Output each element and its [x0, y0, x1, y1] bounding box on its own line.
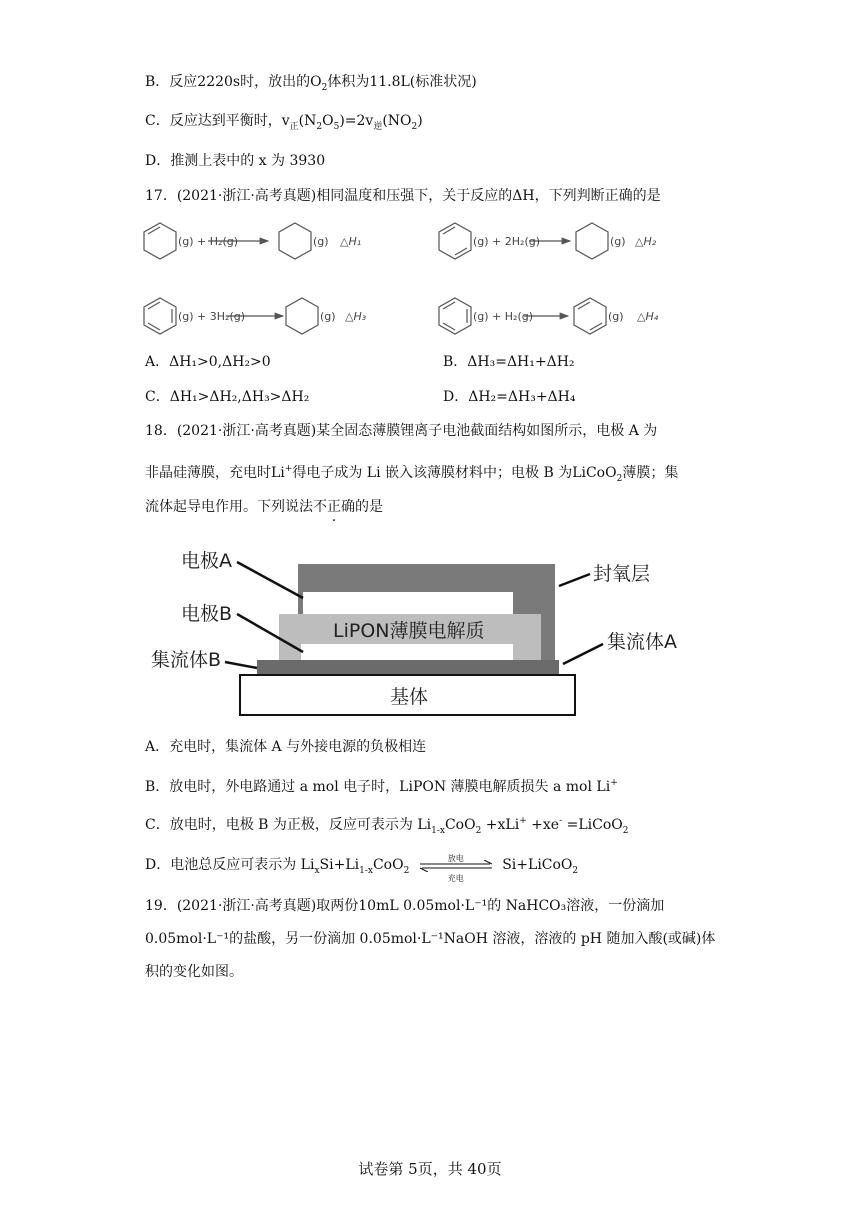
r2-dh: △H₂	[635, 235, 657, 248]
q17-reaction-diagram	[140, 215, 700, 340]
benzene-icon-2	[439, 298, 471, 334]
arrow-above-label: 放电	[447, 854, 464, 863]
r2-lhs: (g) + 2H₂(g)	[473, 235, 541, 248]
collector-a-label: 集流体A	[607, 631, 677, 653]
collector-b-label: 集流体B	[151, 649, 222, 671]
q19-stem-line2: 0.05mol·L⁻¹的盐酸，另一份滴加 0.05mol·L⁻¹NaOH 溶液，溶液的 pH 随加入酸(或碱)体	[145, 931, 716, 947]
cyclohexene-icon	[144, 223, 176, 259]
r3-dh: △H₃	[345, 310, 367, 323]
r1-rhs: (g)	[313, 235, 329, 248]
r3-lhs: (g) + 3H₂(g)	[178, 310, 246, 323]
electrode-b-label: 电极B	[181, 603, 233, 625]
q17-stem: 17．(2021·浙江·高考真题)相同温度和压强下，关于反应的ΔH，下列判断正确的是	[145, 188, 661, 204]
benzene-icon	[144, 298, 176, 334]
r2-rhs: (g)	[610, 235, 626, 248]
battery-cross-section-figure	[145, 540, 705, 720]
q18-option-d: D．电池总反应可表示为 $Li_xSi+Li_{1-x}CoO_2$ 放电 充电 Si+LiCoO$_2$	[145, 855, 578, 881]
q18-stem-line2: 非晶硅薄膜，充电时Li+得电子成为 Li 嵌入该薄膜材料中；电极 B 为LiCoO$_2$薄膜；集	[145, 464, 679, 484]
q18-stem-line3: 流体起导电作用。下列说法不正确的是	[145, 499, 383, 515]
r4-dh: △H₄	[637, 310, 659, 323]
q18-option-a: A．充电时，集流体 A 与外接电源的负极相连	[145, 739, 427, 755]
cyclohexane-icon-2	[576, 223, 608, 259]
r4-lhs: (g) + H₂(g)	[473, 310, 534, 323]
electrode-b-layer	[301, 644, 513, 660]
q17-option-d: D．ΔH₂=ΔH₃+ΔH₄	[443, 389, 576, 405]
q16-option-d: D．推测上表中的 x 为 3930	[145, 153, 326, 169]
substrate-label: 基体	[390, 686, 429, 708]
electrode-a-label: 电极A	[181, 550, 232, 572]
arrow-below-label: 充电	[447, 874, 464, 883]
q17-option-a: A．ΔH₁>0,ΔH₂>0	[145, 354, 271, 370]
sealing-label: 封氧层	[593, 563, 651, 585]
q17-option-c: C．ΔH₁>ΔH₂,ΔH₃>ΔH₂	[145, 389, 310, 405]
r3-rhs: (g)	[320, 310, 336, 323]
q16-option-b: B．反应2220s时，放出的$O_2$体积为11.8L(标准状况)	[145, 74, 477, 93]
reversible-arrow	[418, 854, 494, 883]
q18-option-c: C．放电时，电极 B 为正极，反应可表示为 $Li_{1-x}CoO_2 +xLi^+ +xe^-$ =LiCoO$_2$	[145, 816, 629, 836]
cyclohexadiene-icon	[439, 223, 471, 259]
cyclohexadiene-icon-2	[574, 298, 606, 334]
q16-option-c: C．反应达到平衡时，$v_正(N_2O_5)=2v_逆(NO_2)$	[145, 113, 423, 132]
q17-option-b: B．ΔH₃=ΔH₁+ΔH₂	[443, 354, 575, 370]
electrode-a-layer	[303, 592, 513, 614]
q18-option-b: B．放电时，外电路通过 a mol 电子时，LiPON 薄膜电解质损失 a mol Li+	[145, 778, 618, 795]
collector-bar	[257, 660, 559, 674]
r1-lhs: (g) + H₂(g)	[178, 235, 239, 248]
page-footer: 试卷第 5页，共 40页	[358, 1160, 502, 1178]
cyclohexane-icon-3	[286, 298, 318, 334]
r1-dh: △H₁	[340, 235, 362, 248]
q19-stem-line1: 19．(2021·浙江·高考真题)取两份10mL 0.05mol·L⁻¹的 NaHCO₃溶液，一份滴加	[145, 898, 665, 914]
cyclohexane-icon	[279, 223, 311, 259]
r4-rhs: (g)	[608, 310, 624, 323]
q18-stem-line1: 18．(2021·浙江·高考真题)某全固态薄膜锂离子电池截面结构如图所示，电极 A 为	[145, 423, 658, 439]
emphasis-dotted: 不正确	[313, 499, 355, 515]
electrolyte-label: LiPON薄膜电解质	[333, 620, 485, 642]
q19-stem-line3: 积的变化如图。	[145, 964, 243, 980]
